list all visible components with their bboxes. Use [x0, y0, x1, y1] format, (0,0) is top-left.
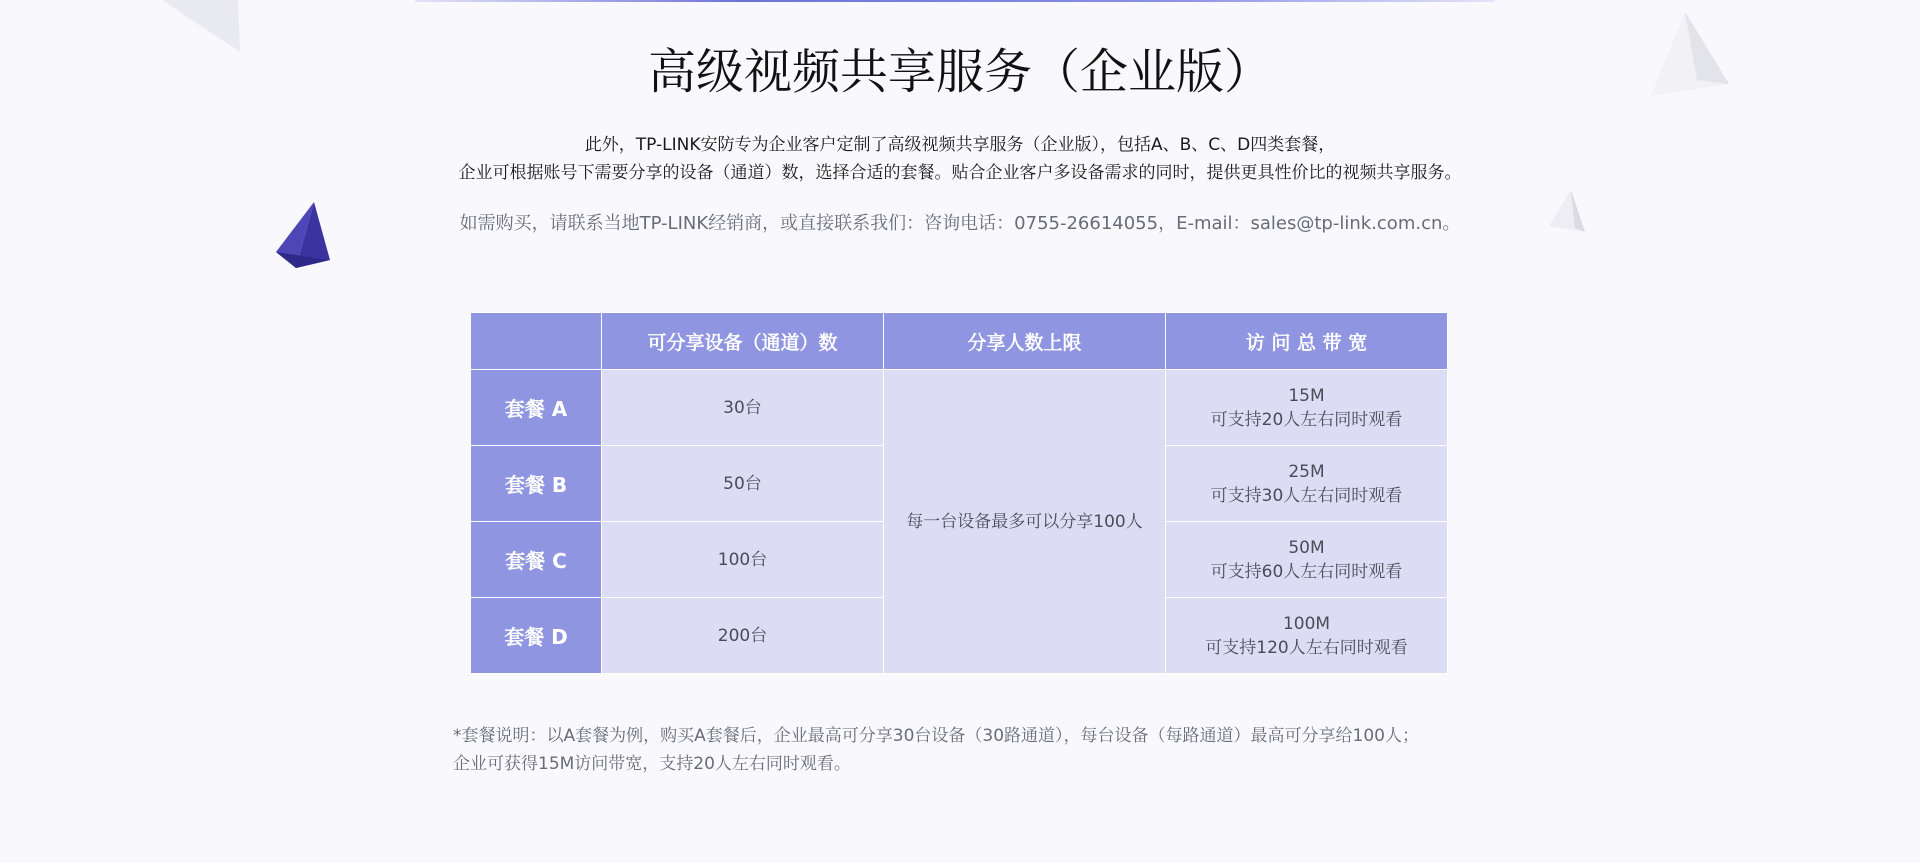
header-cell-bandwidth: 访 问 总 带 宽 [1166, 313, 1448, 370]
bandwidth-cell [1166, 370, 1448, 446]
table-header-row [471, 313, 1448, 370]
top-accent-line [415, 0, 1495, 2]
concurrent-viewers-text: 可支持60人左右同时观看 [1210, 561, 1403, 582]
plan-name-cell: 套餐 D [471, 598, 602, 674]
device-count-cell: 100台 [602, 522, 884, 598]
table-row [471, 370, 1448, 446]
device-count-cell: 200台 [602, 598, 884, 674]
contact-info: 如需购买，请联系当地TP-LINK经销商，或直接联系我们：咨询电话：0755-26614055，E-mail：sales@tp-link.com.cn。 [459, 213, 1461, 234]
footnote-line-2: 企业可获得15M访问带宽，支持20人左右同时观看。 [453, 754, 851, 774]
bandwidth-cell [1166, 598, 1448, 674]
concurrent-viewers-text: 可支持120人左右同时观看 [1205, 637, 1408, 658]
page-title: 高级视频共享服务（企业版） [647, 44, 1272, 100]
plan-name-cell: 套餐 A [471, 370, 602, 446]
bandwidth-cell [1166, 522, 1448, 598]
bandwidth-value: 100M [1282, 613, 1331, 634]
header-cell-share-limit: 分享人数上限 [884, 313, 1166, 370]
bandwidth-value: 15M [1288, 385, 1325, 406]
bandwidth-cell [1166, 446, 1448, 522]
concurrent-viewers-text: 可支持20人左右同时观看 [1210, 409, 1403, 430]
intro-text-line-2: 企业可根据账号下需要分享的设备（通道）数，选择合适的套餐。贴合企业客户多设备需求的同时，提供更具性价比的视频共享服务。 [458, 163, 1462, 183]
plan-name-cell: 套餐 B [471, 446, 602, 522]
intro-text-line-1: 此外，TP-LINK安防专为企业客户定制了高级视频共享服务（企业版），包括A、B、C、D四类套餐， [584, 135, 1336, 155]
device-count-cell: 30台 [602, 370, 884, 446]
plan-name-cell: 套餐 C [471, 522, 602, 598]
concurrent-viewers-text: 可支持30人左右同时观看 [1210, 485, 1403, 506]
header-cell-devices: 可分享设备（通道）数 [602, 313, 884, 370]
share-limit-cell: 每一台设备最多可以分享100人 [884, 370, 1166, 674]
bandwidth-value: 50M [1288, 537, 1325, 558]
header-cell-empty [471, 313, 602, 370]
pricing-table [470, 312, 1448, 674]
device-count-cell: 50台 [602, 446, 884, 522]
footnote-line-1: *套餐说明：以A套餐为例，购买A套餐后，企业最高可分享30台设备（30路通道），每台设备（每路通道）最高可分享给100人； [453, 726, 1419, 746]
bandwidth-value: 25M [1288, 461, 1325, 482]
